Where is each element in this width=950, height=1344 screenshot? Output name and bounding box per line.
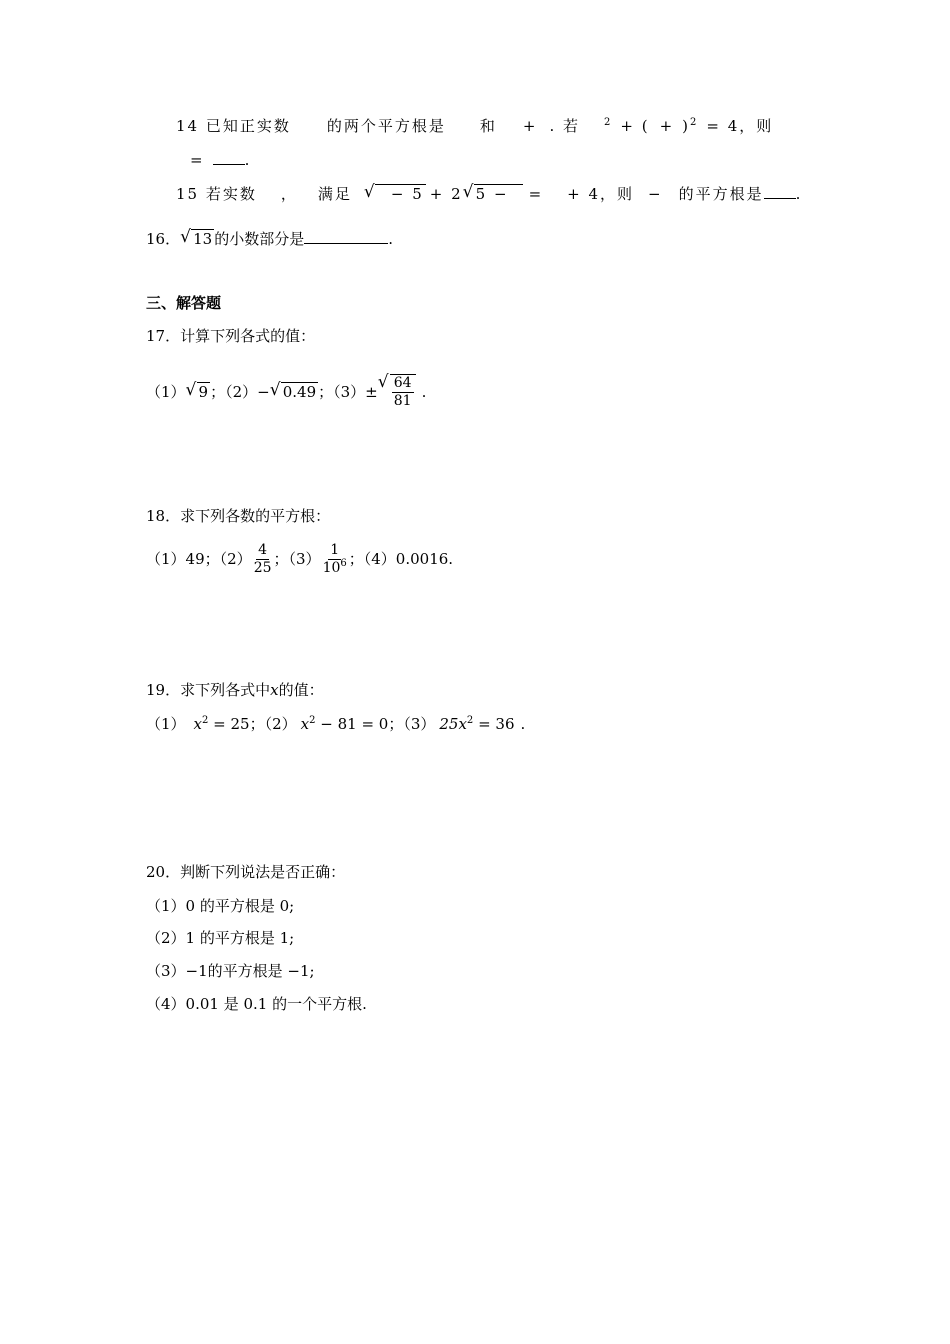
q20-item: （2）1 的平方根是 1; xyxy=(146,929,295,947)
q20-item: （4）0.01 是 0.1 的一个平方根. xyxy=(146,995,367,1013)
radical-expression: √ − 5 xyxy=(364,184,426,204)
q20-item: （3）−1的平方根是 −1; xyxy=(146,962,315,980)
q18-prompt: 18．求下列各数的平方根： xyxy=(146,507,331,525)
q14-line2: = . xyxy=(190,151,250,169)
sqrt-9: √ 9 xyxy=(186,382,211,402)
q17-items: （1） √ 9 ；（2） − √ 0.49 ；（3） ± √ $\frac{64}{81}$ . xyxy=(146,368,426,416)
q17-prompt: 17．计算下列各式的值： xyxy=(146,327,316,345)
q16-line: 16．√ 13 的小数部分是 . xyxy=(146,229,393,249)
q20-item: （1）0 的平方根是 0; xyxy=(146,897,295,915)
answer-blank[interactable] xyxy=(213,150,245,165)
sqrt-fraction xyxy=(378,374,416,410)
answer-blank[interactable] xyxy=(304,229,388,244)
q19-prompt: 19．求下列各式中x的值： xyxy=(146,681,324,699)
answer-blank[interactable] xyxy=(764,184,796,199)
q14-line1: 14 已知正实数 的两个平方根是 和 + . 若 $^2$ + ( + )$^2$ = 4，则 xyxy=(176,117,774,135)
q19-items: （1） $x^2 = 25$；（2） $x^2 - 81 = 0$；（3） $25x^2 = 36$ . xyxy=(146,715,526,733)
q20-prompt: 20．判断下列说法是否正确： xyxy=(146,863,346,881)
section-title: 三、解答题 xyxy=(146,294,222,312)
q15-line: 15 若实数 ， 满足√ − 5 + 2√ 5 − = + 4，则 − 的平方根是 . xyxy=(176,184,802,204)
sqrt-13: √ 13 xyxy=(180,229,214,249)
fraction-4-25: $\frac{4}{25}$ xyxy=(253,541,272,576)
radical-expression: √ 5 − xyxy=(463,184,523,204)
fraction-64-81: √ $\frac{64}{81}$ xyxy=(393,375,412,409)
sqrt-049: √ 0.49 xyxy=(270,382,318,402)
q18-items: （1）49；（2） $\frac{4}{25}$ ；（3） $\frac{1}{10^6}$ ；（4）0.0016. xyxy=(146,541,454,576)
fraction-1-10e6: $\frac{1}{10^6}$ xyxy=(322,541,347,576)
